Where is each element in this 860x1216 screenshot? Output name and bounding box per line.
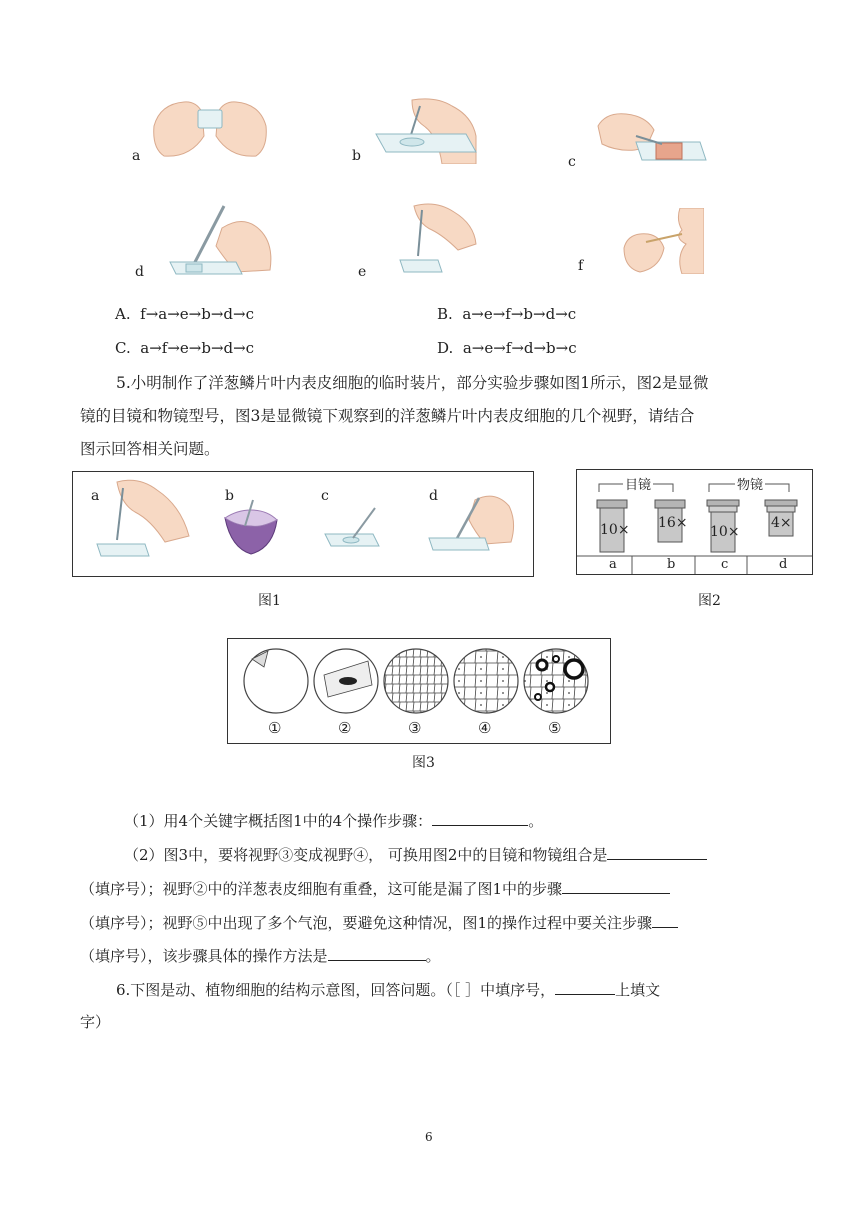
- q5-sub1-text: （1）用4个关键字概括图1中的4个操作步骤：: [124, 812, 433, 830]
- figure1-caption: 图1: [258, 593, 281, 609]
- toothpick-mouth-icon: [620, 208, 704, 274]
- lens-letter: b: [667, 557, 676, 572]
- q5-sub2-text: （填序号）；视野⑤中出现了多个气泡，要避免这种情况，图1的操作过程中要关注步骤: [80, 914, 653, 932]
- lens-mag: 4×: [771, 515, 792, 531]
- q5-sub1-end: 。: [528, 812, 544, 830]
- figure3-box: [227, 638, 611, 744]
- onion-scale-icon: [221, 498, 281, 558]
- lens-letter: d: [779, 557, 788, 572]
- figure-label: e: [358, 264, 367, 280]
- figure-label: b: [352, 148, 361, 164]
- option-text: f→a→e→b→d→c: [140, 305, 254, 323]
- q6-line2: 字）: [80, 1013, 111, 1031]
- figure3-caption: 图3: [412, 755, 435, 771]
- figure-c-stain-slide: [596, 108, 708, 164]
- figure-d-tweezers-slide: [164, 204, 274, 276]
- option-text: a→f→e→b→d→c: [140, 339, 255, 357]
- fig1-panel-label: a: [91, 488, 100, 504]
- figure1-box: [72, 471, 534, 577]
- figure2-box: [576, 469, 813, 575]
- q5-sub1: [124, 810, 543, 831]
- lens-mag: 10×: [710, 524, 740, 540]
- dropper-slide-icon: [372, 96, 478, 164]
- figure-label: d: [135, 264, 144, 280]
- q5-stem-line1: 5.小明制作了洋葱鳞片叶内表皮细胞的临时装片，部分实验步骤如图1所示，图2是显微: [116, 374, 709, 392]
- fig1-panel-label: c: [321, 488, 329, 504]
- field-number: ④: [478, 719, 492, 737]
- field-number: ①: [268, 719, 282, 737]
- option-key: C.: [115, 339, 131, 357]
- option-a[interactable]: [115, 304, 254, 324]
- option-key: B.: [437, 305, 453, 323]
- answer-blank[interactable]: [432, 810, 528, 826]
- dropper-slide-icon: [95, 476, 191, 560]
- fig1-panel-label: b: [225, 488, 234, 504]
- q5-sub2-end: 。: [425, 947, 441, 965]
- q5-sub2-line1: [124, 844, 707, 865]
- q5-sub2-line2: [80, 878, 670, 899]
- q5-stem-line2: 镜的目镜和物镜型号，图3是显微镜下观察到的洋葱鳞片叶内表皮细胞的几个视野，请结合: [80, 407, 695, 425]
- q5-stem-line3: 图示回答相关问题。: [80, 440, 220, 458]
- fig1-panel-label: d: [429, 488, 438, 504]
- microscope-fields: [228, 639, 610, 719]
- answer-blank[interactable]: [555, 979, 615, 995]
- answer-blank[interactable]: [562, 878, 670, 894]
- lens-letter: c: [721, 557, 729, 572]
- option-d[interactable]: [437, 338, 577, 358]
- answer-blank[interactable]: [328, 945, 426, 961]
- lens-mag: 16×: [658, 515, 688, 531]
- q5-sub2-text: （填序号），该步骤具体的操作方法是: [80, 947, 328, 965]
- option-key: A.: [115, 305, 131, 323]
- field-number: ⑤: [548, 719, 562, 737]
- answer-blank[interactable]: [607, 844, 707, 860]
- q5-sub2-text: （2）图3中，要将视野③变成视野④， 可换用图2中的目镜和物镜组合是: [124, 846, 608, 864]
- figure-e-dropper-slide: [398, 200, 478, 274]
- lens-mag: 10×: [600, 522, 630, 538]
- figure-b-dropper-slide: [372, 96, 478, 164]
- figure-label: c: [568, 154, 576, 170]
- tweezers-slide-icon: [425, 492, 515, 558]
- q5-sub2-line4: [80, 945, 441, 966]
- tweezers-slide-icon: [164, 204, 274, 276]
- figure-label: f: [578, 258, 584, 274]
- option-text: a→e→f→b→d→c: [462, 305, 577, 323]
- figure2-caption: 图2: [698, 593, 721, 609]
- q6-text: 6.下图是动、植物细胞的结构示意图，回答问题。（［ ］中填序号，: [116, 981, 556, 999]
- figure-a-hands-slide: [150, 96, 270, 164]
- hands-cleaning-slide-icon: [150, 96, 270, 164]
- figure-label: a: [132, 148, 141, 164]
- page-number: 6: [425, 1130, 433, 1144]
- stain-slide-icon: [596, 108, 708, 164]
- eyepiece-label: 目镜: [623, 474, 653, 493]
- option-text: a→e→f→d→b→c: [462, 339, 577, 357]
- field-number: ②: [338, 719, 352, 737]
- q6-text-end: 上填文: [615, 981, 661, 999]
- objective-label: 物镜: [735, 474, 765, 493]
- option-b[interactable]: [437, 304, 576, 324]
- option-key: D.: [437, 339, 454, 357]
- dropper-slide-icon: [398, 200, 478, 274]
- q6-line1: [116, 979, 660, 1000]
- needle-slide-icon: [323, 506, 383, 550]
- q5-sub2-text: （填序号）；视野②中的洋葱表皮细胞有重叠，这可能是漏了图1中的步骤: [80, 880, 563, 898]
- figure-f-toothpick-mouth: [620, 208, 704, 274]
- lens-letter: a: [609, 557, 617, 572]
- field-number: ③: [408, 719, 422, 737]
- q5-sub2-line3: [80, 912, 678, 933]
- option-c[interactable]: [115, 338, 254, 358]
- answer-blank[interactable]: [652, 912, 678, 928]
